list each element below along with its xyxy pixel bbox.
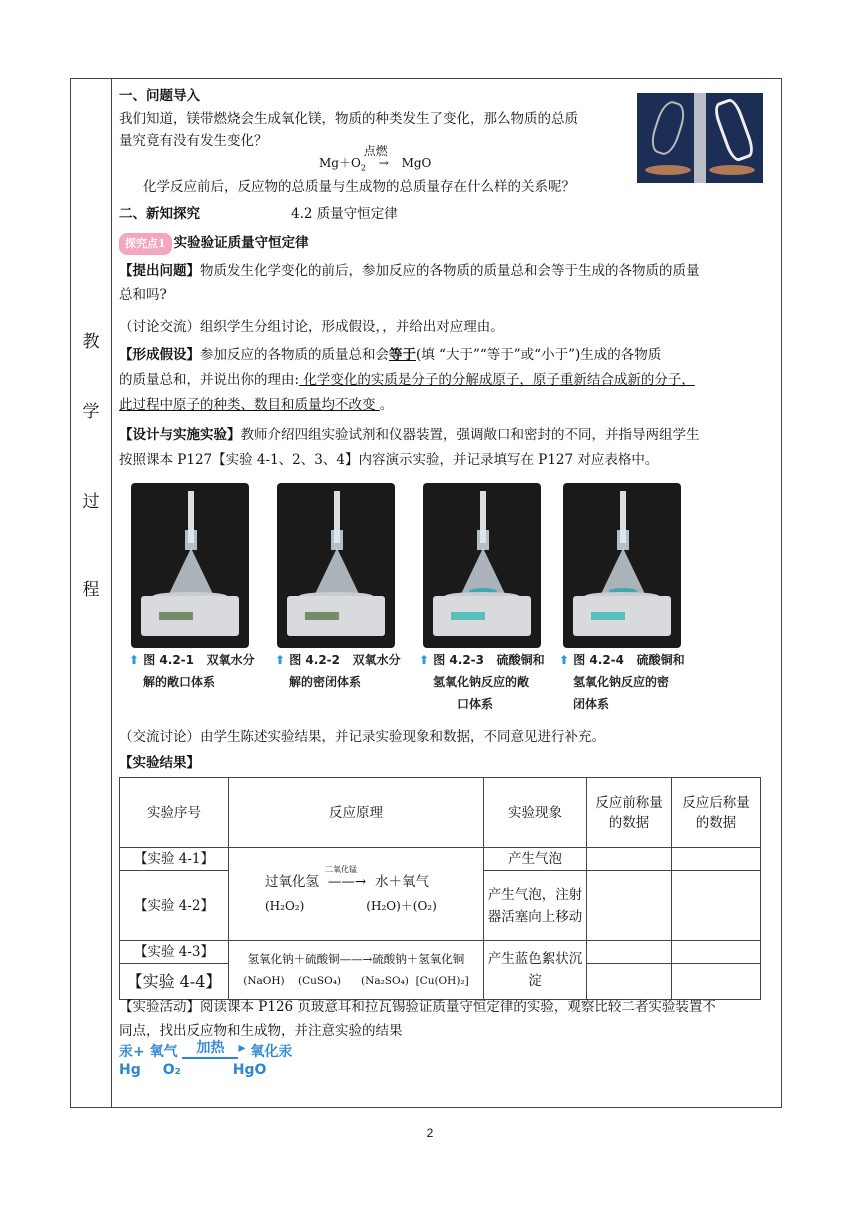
magnesium-equation: $Mg+O_2$ 点燃 → MgO [319, 153, 431, 178]
section1-question: 化学反应前后，反应物的总质量与生成物的总质量存在什么样的关系呢？ [143, 179, 575, 195]
activity-line1: 【实验活动】阅读课本 P126 页玻意耳和拉瓦锡验证质量守恒定律的实验，观察比较二者实验装置不 [119, 999, 716, 1015]
side-label-char: 教 [82, 332, 100, 352]
figure-photo-4 [563, 483, 681, 648]
question-line2: 总和吗? [119, 287, 167, 303]
equation-subscript: 2 [360, 163, 366, 173]
section1-line2: 量究竟有没有发生变化？ [119, 133, 268, 149]
result-table [119, 777, 761, 1000]
table-header: 实验现象 [484, 778, 587, 848]
table-header-row [120, 778, 761, 848]
activity-line2: 同点，找出反应物和生成物，并注意实验的结果 [119, 1023, 403, 1039]
mercury-formulas: Hg O₂ HgO [119, 1062, 267, 1078]
figure-caption-3: ⬆ 图 4.2-3 硫酸铜和 氢氧化钠反应的敞 口体系 [419, 653, 545, 711]
table-cell-eq2: 氢氧化钠＋硫酸铜——→硫酸钠＋氢氧化铜 (NaOH) (CuSO₄) (Na₂SO₄) [Cu(OH)₂] [229, 941, 484, 1000]
table-row [120, 848, 761, 871]
table-cell-after [672, 941, 761, 964]
lesson-frame [70, 78, 782, 1108]
figure-caption-2: ⬆ 图 4.2-2 双氧水分 解的密闭体系 [275, 653, 401, 689]
table-cell-before [587, 964, 672, 1000]
design-line1: 【设计与实施实验】教师介绍四组实验试剂和仪器装置，强调敞口和密封的不同，并指导两组学生 [119, 427, 700, 443]
discussion-line-2: （交流讨论）由学生陈述实验结果，并记录实验现象和数据，不同意见进行补充。 [119, 729, 605, 745]
section1-line1: 我们知道，镁带燃烧会生成氧化镁，物质的种类发生了变化，那么物质的总质 [119, 111, 578, 127]
question-line1: 【提出问题】物质发生化学变化的前后，参加反应的各物质的质量总和会等于生成的各物质的质量 [119, 263, 700, 279]
table-row [120, 941, 761, 964]
table-cell-after [672, 848, 761, 871]
equation-right: MgO [401, 156, 432, 170]
table-cell-exp: 【实验 4-3】 [120, 941, 229, 964]
figure-photo-1 [131, 483, 249, 648]
table-cell-before [587, 871, 672, 941]
side-label-char: 过 [82, 492, 100, 512]
table-header: 反应原理 [229, 778, 484, 848]
equation-left: Mg＋O [319, 156, 361, 170]
discussion-line: （讨论交流）组织学生分组讨论，形成假设，，并给出对应理由。 [119, 319, 504, 335]
figure-caption-4: ⬆ 图 4.2-4 硫酸铜和 氢氧化钠反应的密 闭体系 [559, 653, 685, 711]
design-line2: 按照课本 P127【实验 4-1、2、3、4】内容演示实验，并记录填写在 P127 对应表格中。 [119, 452, 659, 468]
table-cell-after [672, 871, 761, 941]
side-label-column [71, 79, 112, 1107]
mercury-equation: 汞+ 氧气 加热 ▸ 氧化汞 [119, 1040, 293, 1060]
table-cell-phen: 产生气泡，注射器活塞向上移动 [484, 871, 587, 941]
table-cell-exp: 【实验 4-2】 [120, 871, 229, 941]
exploration-badge: 探究点1 [119, 233, 172, 255]
result-label: 【实验结果】 [119, 755, 200, 771]
section2-heading: 二、新知探究 [119, 206, 200, 222]
table-header: 实验序号 [120, 778, 229, 848]
figure-photo-3 [423, 483, 541, 648]
table-cell-phen: 产生气泡 [484, 848, 587, 871]
figure-photo-2 [277, 483, 395, 648]
magnesium-burning-photo [637, 93, 763, 183]
side-label-char: 程 [82, 580, 100, 600]
exploration-point-title: 探究点1 实验验证质量守恒定律 [119, 233, 309, 255]
hypothesis-reason: 化学变化的实质是分子的分解成原子，原子重新结合成新的分子， [299, 372, 695, 388]
hypothesis-answer: 等于 [389, 347, 416, 363]
hypothesis-line2: 的质量总和，并说出你的理由: 化学变化的实质是分子的分解成原子，原子重新结合成新的分子， [119, 372, 695, 388]
hypothesis-line3: 此过程中原子的种类、数目和质量均不改变 。 [119, 397, 394, 413]
table-cell-phen: 产生蓝色絮状沉淀 [484, 941, 587, 1000]
section2-topic: 4.2 质量守恒定律 [291, 206, 398, 222]
page-number: 2 [426, 1126, 434, 1140]
figure-caption-1: ⬆ 图 4.2-1 双氧水分 解的敞口体系 [129, 653, 255, 689]
table-cell-before [587, 941, 672, 964]
hypothesis-line1: 【形成假设】参加反应的各物质的质量总和会等于(填 “大于”“等于”或“小于”)生成的各物质 [119, 347, 662, 363]
table-cell-after [672, 964, 761, 1000]
table-cell-eq1: 过氧化氢 ——→ 二氧化锰 水＋氧气 (H₂O₂) (H₂O)＋(O₂) [229, 848, 484, 941]
table-cell-exp: 【实验 4-1】 [120, 848, 229, 871]
table-header: 反应前称量的数据 [587, 778, 672, 848]
table-header: 反应后称量的数据 [672, 778, 761, 848]
table-cell-before [587, 848, 672, 871]
equation-condition: 点燃 [363, 144, 388, 158]
section1-heading: 一、问题导入 [119, 88, 200, 104]
side-label-char: 学 [82, 402, 100, 422]
table-cell-exp: 【实验 4-4】 [120, 964, 229, 1000]
